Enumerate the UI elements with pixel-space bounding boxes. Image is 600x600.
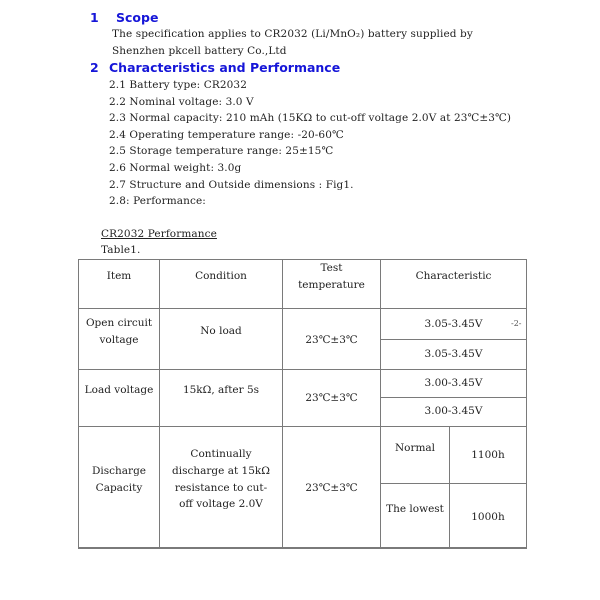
section-1-title: Scope [116, 10, 159, 25]
row-value: 3.05-3.45V [424, 348, 483, 360]
row-temp: 23℃±3℃ [305, 482, 358, 494]
table-label: Table1. [101, 244, 141, 256]
table-caption: CR2032 Performance [101, 228, 217, 240]
spec-item: 2.2 Nominal voltage: 3.0 V [109, 96, 254, 108]
row-condition-line-3: resistance to cut- [174, 482, 268, 494]
scope-line-1: The specification applies to CR2032 (Li/MnO₂) battery supplied by [112, 28, 473, 40]
section-2-title: Characteristics and Performance [109, 60, 341, 75]
row-item-line-2: voltage [99, 334, 139, 346]
row-item: Load voltage [84, 384, 154, 396]
row-value: 3.00-3.45V [424, 377, 483, 389]
spec-item: 2.1 Battery type: CR2032 [109, 79, 247, 91]
spec-item: 2.6 Normal weight: 3.0g [109, 162, 242, 174]
row-divider [380, 483, 527, 484]
row-item-line-1: Discharge [91, 465, 147, 477]
spec-item: 2.7 Structure and Outside dimensions : Fig1. [109, 179, 354, 191]
row-divider [380, 339, 527, 340]
sub-label-lowest: The lowest [386, 503, 444, 515]
table-border-bottom [78, 547, 527, 549]
row-condition-line-4: off voltage 2.0V [179, 498, 263, 510]
row-item-line-1: Open circuit [85, 317, 153, 329]
header-temp-line-2: temperature [298, 279, 365, 291]
header-characteristic: Characteristic [415, 270, 492, 282]
sub-value-lowest: 1000h [471, 511, 505, 523]
row-temp: 23℃±3℃ [305, 392, 358, 404]
page-number-mark: -2- [511, 319, 522, 328]
row-value: 3.00-3.45V [424, 405, 483, 417]
row-temp: 23℃±3℃ [305, 334, 358, 346]
row-condition-line-1: Continually [190, 448, 252, 460]
row-divider [78, 426, 527, 427]
col-divider [449, 426, 450, 549]
spec-item: 2.5 Storage temperature range: 25±15℃ [109, 145, 334, 157]
header-temp-line-1: Test [320, 262, 343, 274]
header-condition: Condition [195, 270, 247, 282]
row-divider [78, 369, 527, 370]
row-condition-line-2: discharge at 15kΩ [172, 465, 270, 477]
section-2-number: 2 [90, 60, 99, 75]
sub-value-normal: 1100h [471, 449, 505, 461]
row-divider [78, 308, 527, 309]
spec-item: 2.8: Performance: [109, 195, 206, 207]
table-border-right [526, 259, 527, 549]
row-item-line-2: Capacity [95, 482, 143, 494]
header-item: Item [106, 270, 132, 282]
row-value: 3.05-3.45V [424, 318, 483, 330]
scope-line-2: Shenzhen pkcell battery Co.,Ltd [112, 45, 287, 57]
row-divider [380, 397, 527, 398]
sub-label-normal: Normal [394, 442, 436, 454]
section-1-number: 1 [90, 10, 99, 25]
spec-item: 2.4 Operating temperature range: -20-60℃ [109, 129, 344, 141]
row-condition: No load [200, 325, 242, 337]
spec-item: 2.3 Normal capacity: 210 mAh (15KΩ to cut-off voltage 2.0V at 23℃±3℃) [109, 112, 512, 124]
table-border-left [78, 259, 79, 549]
row-condition: 15kΩ, after 5s [182, 384, 260, 396]
